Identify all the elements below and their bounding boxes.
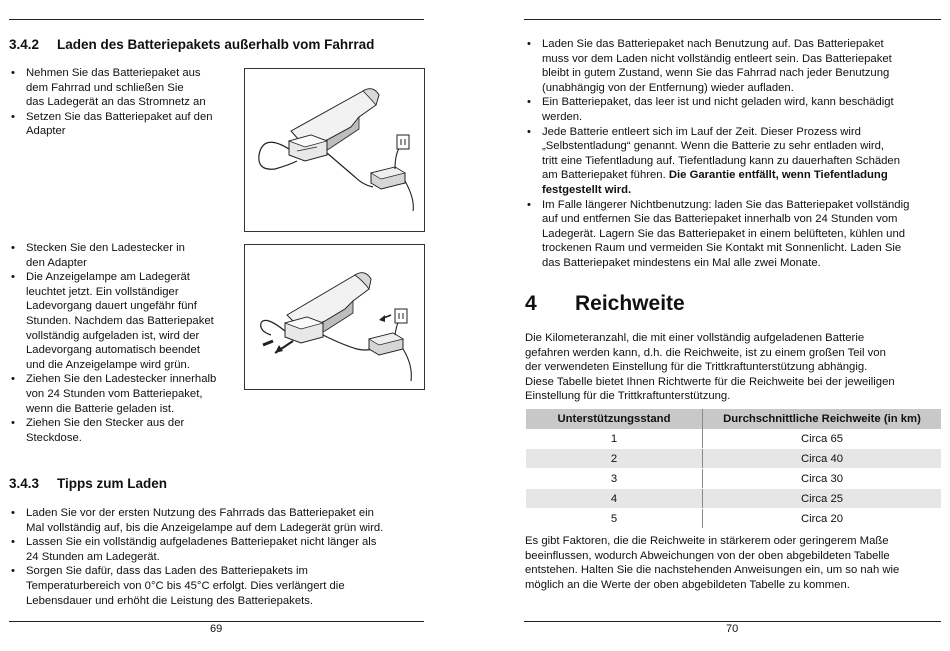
battery-charging-illustration-1 <box>244 68 425 232</box>
table-row: 2 Circa 40 <box>526 449 941 469</box>
table-row: 5 Circa 20 <box>526 509 941 529</box>
list-item: • Setzen Sie das Batteriepaket auf den Adapter <box>9 110 239 139</box>
page-number: 69 <box>210 623 223 635</box>
column-header-support-level: Unterstützungsstand <box>526 409 703 429</box>
list-item: • Stecken Sie den Ladestecker in den Adapter <box>9 241 239 270</box>
page-70 <box>475 0 950 651</box>
section-title: Tipps zum Laden <box>57 476 168 491</box>
table-row: 4 Circa 25 <box>526 489 941 509</box>
warranty-warning: Die Garantie entfällt, wenn Tiefentladung <box>668 169 888 182</box>
table-row: 1 Circa 65 <box>526 429 941 449</box>
bottom-rule <box>9 621 424 622</box>
section-number: 3.4.2 <box>9 37 40 52</box>
page-number: 70 <box>726 623 739 635</box>
chapter-title: Reichweite <box>575 292 685 315</box>
steps-list-a <box>9 66 239 139</box>
top-rule <box>9 19 424 20</box>
outro-paragraph: Es gibt Faktoren, die die Reichweite in stärkerem oder geringerem Maße beeinflussen, wodurch Abweichungen von der oben abgebildeten Tabelle entstehen. Halten Sie die nachstehenden Anweisungen ein, um so nah wie möglich an die Werte der oben abgebildeten Tabelle zu kommen. <box>525 535 900 591</box>
chapter-heading <box>525 292 685 316</box>
section-heading-3-4-2 <box>9 37 374 52</box>
list-item: • Laden Sie das Batteriepaket nach Benutzung auf. Das Batteriepaket muss vor dem Laden nicht vollständig entleert sein. Das Batteriepaket bleibt in gutem Zustand, wenn Sie das Fahrrad nach jeder Benutzung (unabhängig von der Entfernung) wieder aufladen. <box>525 37 945 95</box>
list-item: • Im Falle längerer Nichtbenutzung: laden Sie das Batteriepaket vollständig auf und entfernen Sie das Batteriepaket innerhalb von 24 Stunden vom Ladegerät. Lagern Sie das Batteriepaket in einem belüfteten, kühlen und trockenen Raum und vermeiden Sie Kontakt mit Sonnenlicht. Laden Sie das Batteriepaket mindestens ein Mal alle zwei Monate. <box>525 198 945 271</box>
intro-paragraph: Die Kilometeranzahl, die mit einer vollständig aufgeladenen Batterie gefahren werden kann, d.h. die Reichweite, ist zu einem großen Teil von der verwendeten Einstellung für die Trittkraftunterstützung abhängig. Diese Tabelle bietet Ihnen Richtwerte für die Reichweite bei der jeweiligen Einstellung für die Trittkraftunterstützung. <box>525 332 895 403</box>
column-header-average-range: Durchschnittliche Reichweite (in km) <box>703 409 942 429</box>
chapter-number: 4 <box>525 292 537 315</box>
list-item: • Ziehen Sie den Stecker aus der Steckdose. <box>9 416 239 445</box>
warranty-warning-end: festgestellt wird. <box>542 183 632 196</box>
list-item: • Jede Batterie entleert sich im Lauf der Zeit. Dieser Prozess wird „Selbstentladung“ genannt. Wenn die Batterie zu sehr entladen wird, tritt eine Tiefentladung auf. Tiefentladung kann zu dauerhaften Schäden am Batteriepaket führen. Die Garantie entfällt, wenn Tiefentladung festgestellt wird. <box>525 125 945 198</box>
battery-charging-illustration-2 <box>244 244 425 390</box>
list-item: • Laden Sie vor der ersten Nutzung des Fahrrads das Batteriepaket ein Mal vollständig auf, bis die Anzeigelampe auf dem Ladegerät grün wird. <box>9 506 429 535</box>
section-heading-3-4-3 <box>9 476 167 491</box>
tips-list <box>9 506 429 608</box>
top-rule <box>524 19 941 20</box>
table-header-row <box>526 409 941 429</box>
list-item: • Ein Batteriepaket, das leer ist und nicht geladen wird, kann beschädigt werden. <box>525 95 945 124</box>
section-number: 3.4.3 <box>9 476 40 491</box>
list-item: • Ziehen Sie den Ladestecker innerhalb von 24 Stunden vom Batteriepaket, wenn die Batterie geladen ist. <box>9 372 239 416</box>
list-item: • Sorgen Sie dafür, dass das Laden des Batteriepakets im Temperaturbereich von 0°C bis 45°C erfolgt. Dies verlängert die Lebensdauer und erhöht die Leistung des Batteriepakets. <box>9 564 429 608</box>
bottom-rule <box>524 621 941 622</box>
steps-list-b <box>9 241 239 445</box>
list-item: • Nehmen Sie das Batteriepaket aus dem Fahrrad und schließen Sie das Ladegerät an das Stromnetz an <box>9 66 239 110</box>
list-item: • Lassen Sie ein vollständig aufgeladenes Batteriepaket nicht länger als 24 Stunden am Ladegerät. <box>9 535 429 564</box>
range-table <box>526 409 941 529</box>
table-row: 3 Circa 30 <box>526 469 941 489</box>
section-title: Laden des Batteriepakets außerhalb vom Fahrrad <box>57 37 375 52</box>
charging-tips-list <box>525 37 945 271</box>
list-item: • Die Anzeigelampe am Ladegerät leuchtet jetzt. Ein vollständiger Ladevorgang dauert ungefähr fünf Stunden. Nachdem das Batteriepaket vollständig aufgeladen ist, wird der Ladevorgang automatisch beendet und die Anzeigelampe wird grün. <box>9 270 239 372</box>
